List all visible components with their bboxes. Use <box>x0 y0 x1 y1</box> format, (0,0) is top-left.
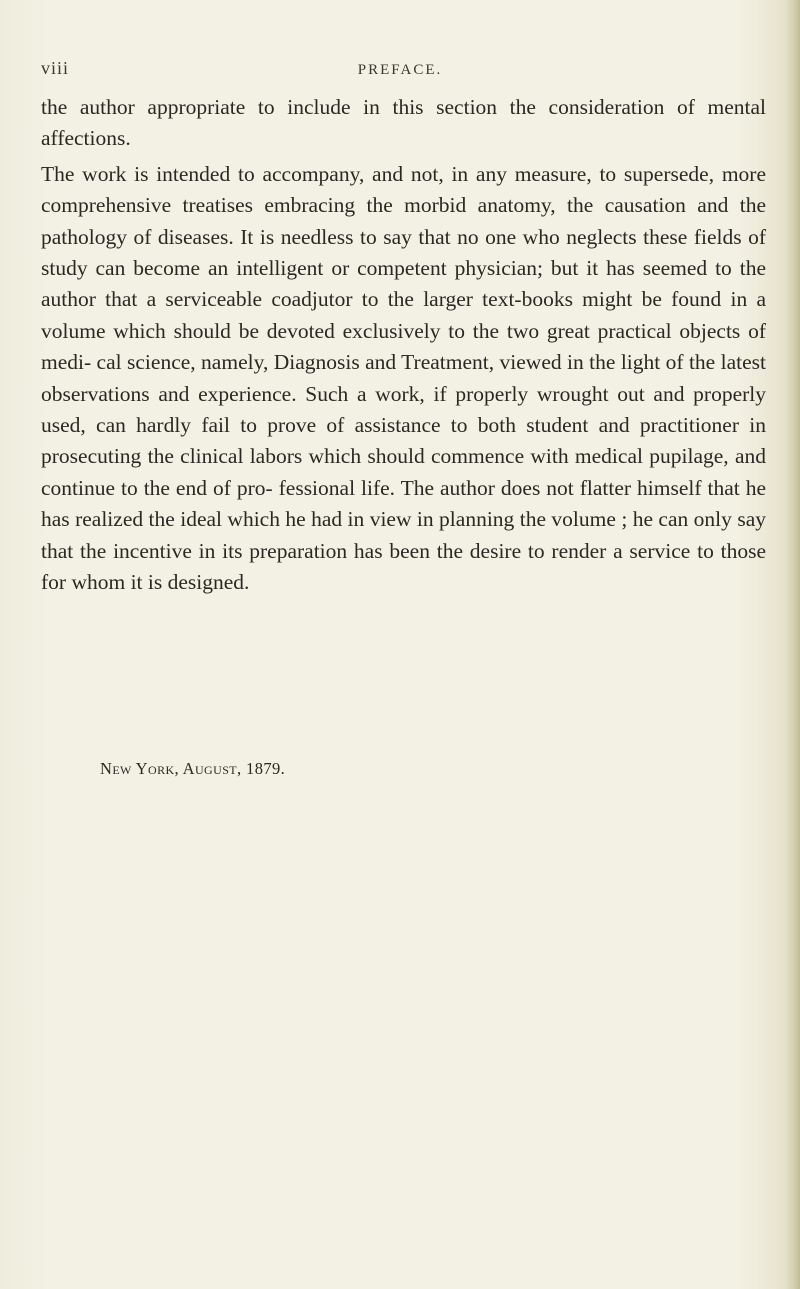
paragraph-continued: the author appropriate to include in this section the consideration of mental affections. <box>41 95 766 151</box>
preface-body <box>41 92 766 599</box>
paragraph-main: The work is intended to accompany, and not, in any measure, to supersede, more comprehensive treatises embracing the morbid anatomy, the causation and the pathology of diseases. It is needless to say that no one who neglects these fields of study can become an intelligent or competent physician; but it has seemed to the author that a serviceable coadjutor to the larger text-books might be found in a volume which should be devoted exclusively to the two great practical objects of medi- cal science, namely, Diagnosis and Treatment, viewed in the light of the latest observations and experience. Such a work, if properly wrought out and properly used, can hardly fail to prove of assistance to both student and practitioner in prosecuting the clinical labors which should commence with medical pupilage, and continue to the end of pro- fessional life. The author does not flatter himself that he has realized the ideal which he had in view in planning the volume ; he can only say that the incentive in its preparation has been the desire to render a service to those for whom it is designed. <box>41 161 766 595</box>
page-number: viii <box>41 58 70 78</box>
signature-place-date: New York, August, 1879. <box>100 759 286 778</box>
running-head: PREFACE. <box>357 62 443 78</box>
page-edge-shadow <box>786 0 800 1289</box>
